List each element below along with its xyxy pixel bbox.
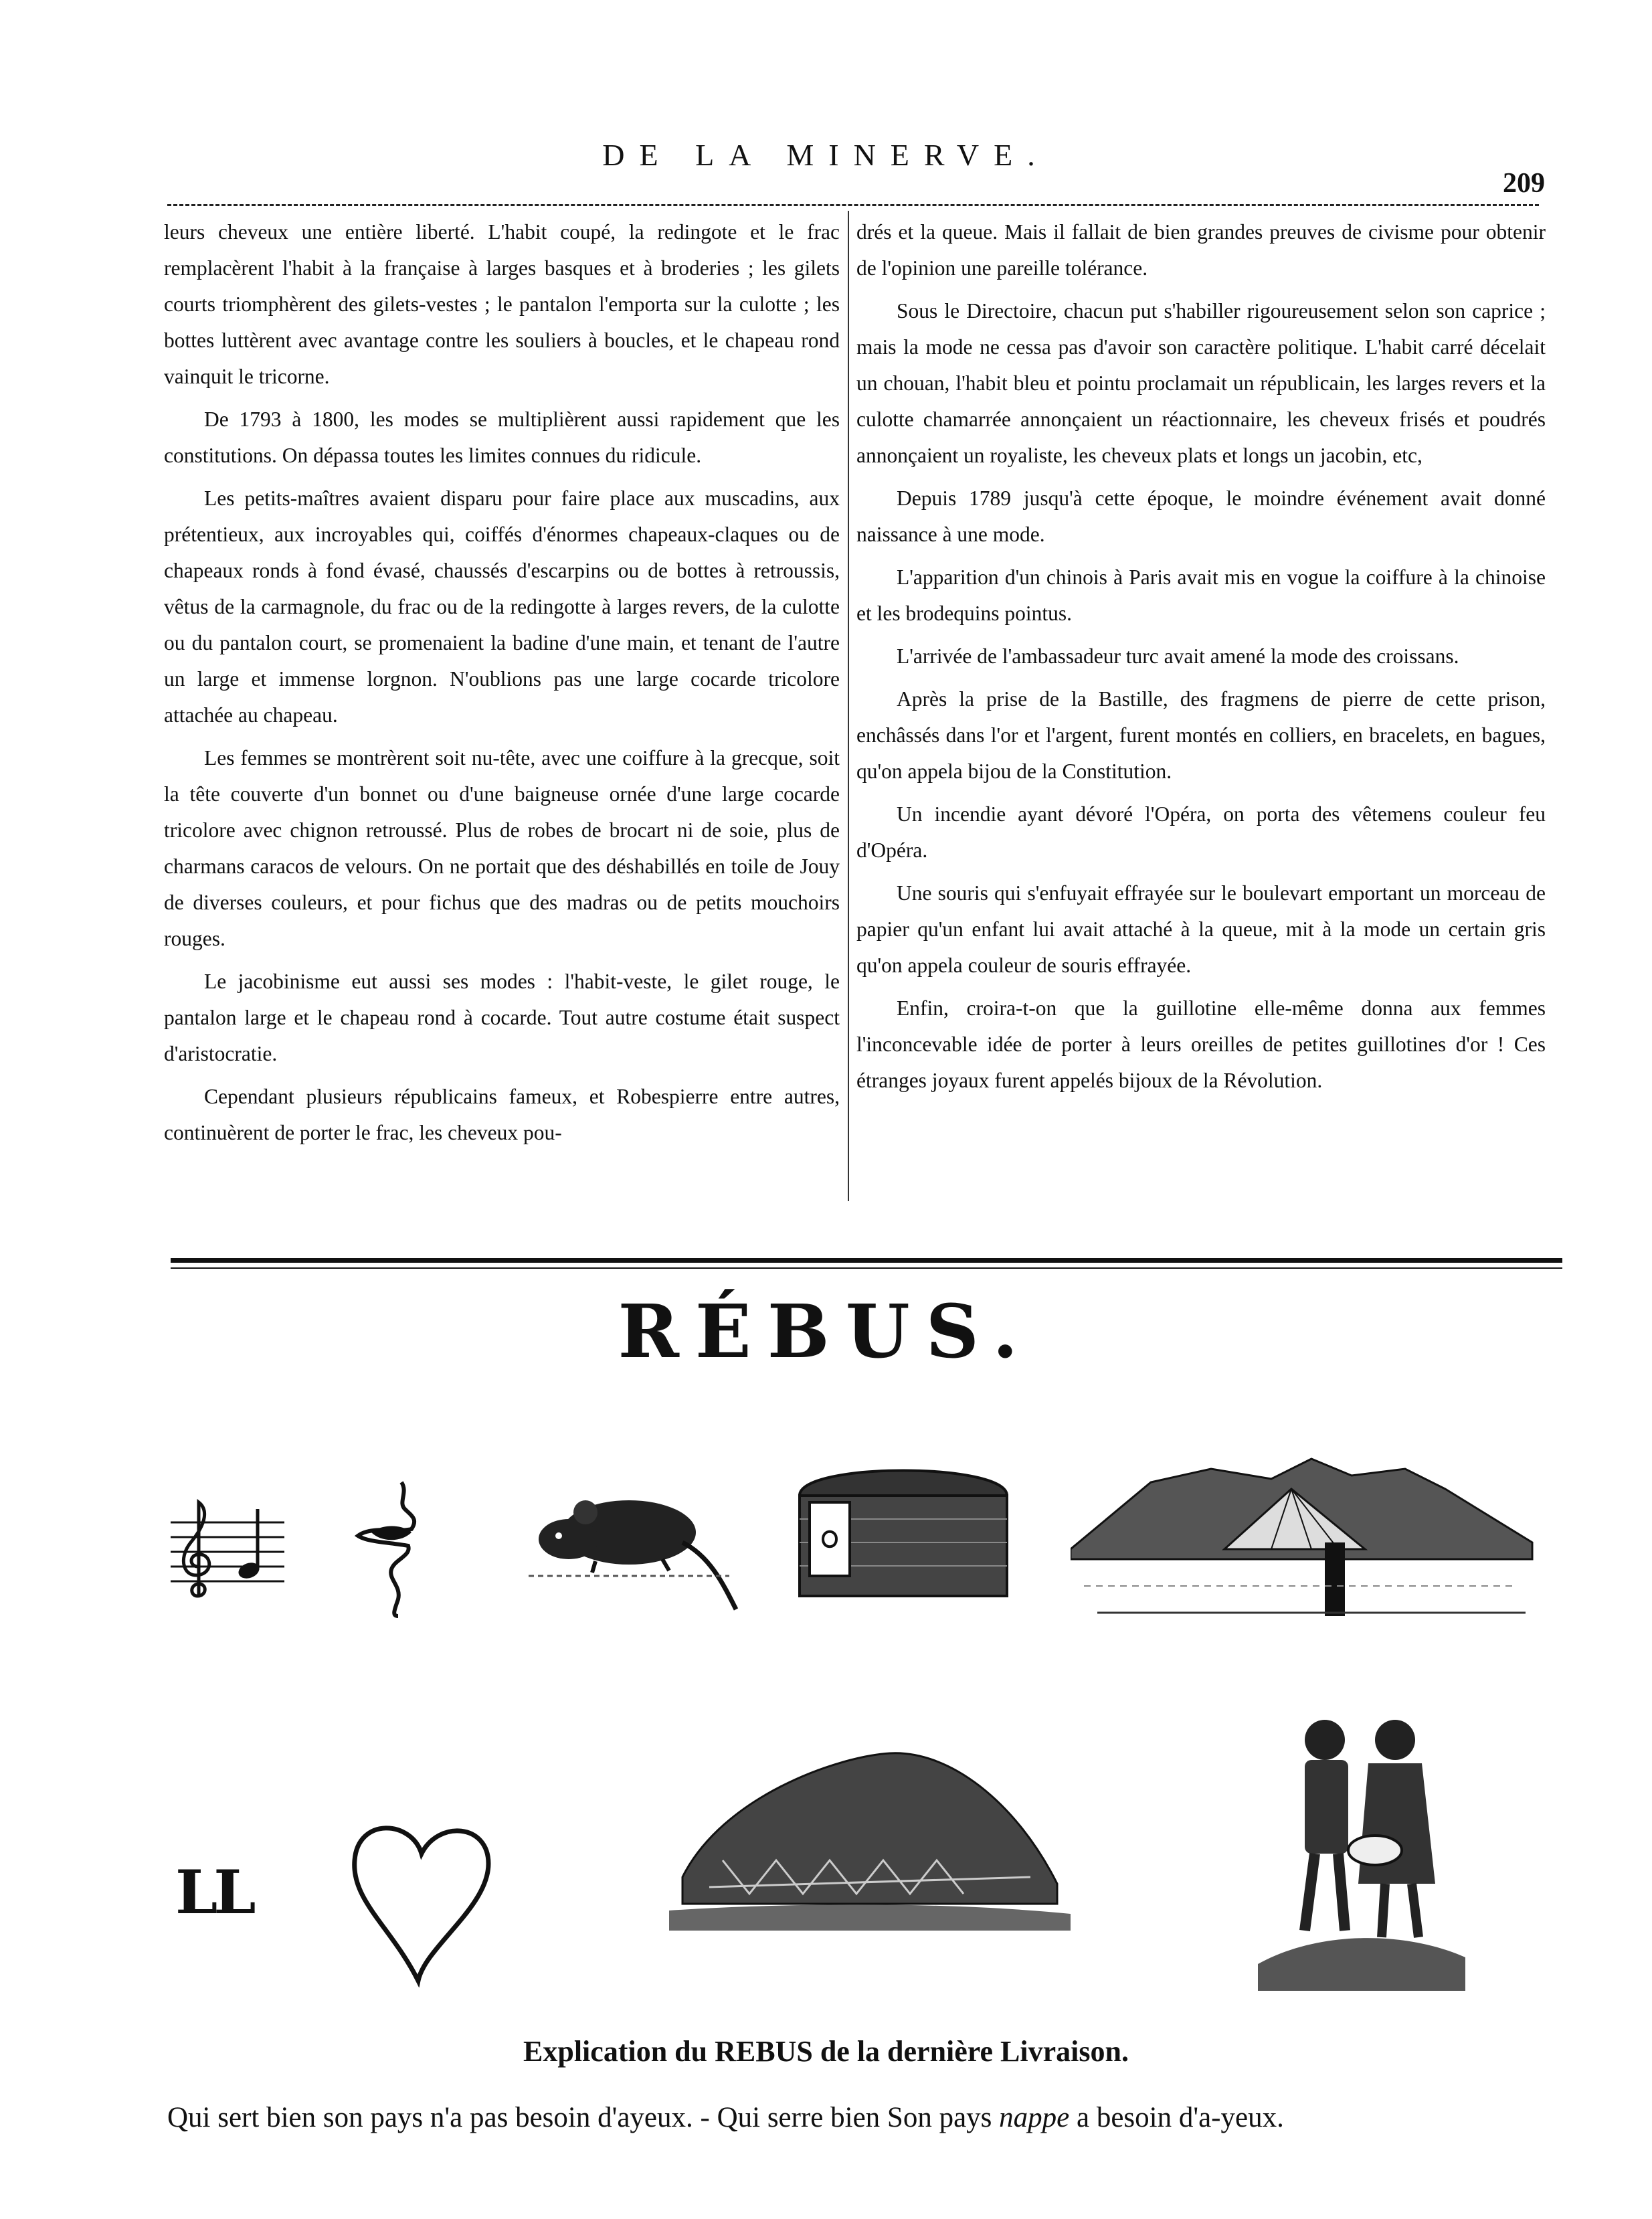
paragraph: leurs cheveux une entière liberté. L'habit coupé, la redingote et le frac remplacèrent l'habit à la française à larges basques et à broderies ; les gilets courts triomphèrent des gilets-vestes ; le pantalon l'emporta sur la culotte ; les bottes luttèrent avec avantage contre les souliers à boucles, et le chapeau rond vainquit le tricorne. bbox=[164, 220, 840, 388]
section-rule-thick bbox=[171, 1258, 1562, 1263]
paragraph: Un incendie ayant dévoré l'Opéra, on porta des vêtemens couleur feu d'Opéra. bbox=[856, 802, 1546, 862]
section-rule-thin bbox=[171, 1267, 1562, 1269]
paragraph: De 1793 à 1800, les modes se multiplièrent aussi rapidement que les constitutions. On dépassa toutes les limites connues du ridicule. bbox=[164, 408, 840, 467]
explanation-text-part2: a besoin d'a-yeux. bbox=[1069, 2102, 1284, 2133]
paragraph: Les femmes se montrèrent soit nu-tête, avec une coiffure à la grecque, soit la tête couverte d'un bonnet ou d'une baigneuse ornée d'une large cocarde tricolore avec chignon retroussé. Plus de robes de brocart ni de soie, plus de charmans caracos de velours. On ne portait que des déshabillés en toile de Jouy de diverses couleurs, et pour fichus que des madras ou de petits mouchoirs rouges. bbox=[164, 746, 840, 950]
explanation-title: Explication du REBUS de la dernière Livraison. bbox=[523, 2035, 1129, 2068]
paragraph: Sous le Directoire, chacun put s'habiller rigoureusement selon son caprice ; mais la mode ne cessa pas d'avoir son caractère politique. L'habit carré décelait un chouan, l'habit bleu et pointu proclamait un républicain, les larges revers et la culotte chamarrée annonçaient un réactionnaire, les cheveux frisés et poudrés annonçaient un royaliste, les cheveux plats et longs un jacobin, etc, bbox=[856, 299, 1546, 467]
paragraph: Après la prise de la Bastille, des fragmens de pierre de cette prison, enchâssés dans l'or et l'argent, furent montés en colliers, en bracelets, en bagues, qu'on appela bijou de la Constitution. bbox=[856, 687, 1546, 783]
camp-tents-image bbox=[1071, 1442, 1539, 1623]
header-divider bbox=[167, 204, 1539, 206]
paragraph: L'apparition d'un chinois à Paris avait mis en vogue la coiffure à la chinoise et les brodequins pointus. bbox=[856, 565, 1546, 625]
explanation-text-part1: Qui sert bien son pays n'a pas besoin d'ayeux. - Qui serre bien Son pays bbox=[167, 2102, 1000, 2133]
paragraph: Les petits-maîtres avaient disparu pour faire place aux muscadins, aux prétentieux, aux incroyables qui, coiffés d'énormes chapeaux-claques ou de chapeaux ronds à fond évasé, chaussés d'escarpins ou de bottes à retroussis, vêtus de la carmagnole, du frac ou de la redingotte à larges revers, de la culotte ou du pantalon court, se promenaient la badine d'une main, et tenant de l'autre un large et immense lorgnon. N'oublions pas une large cocarde tricolore attachée au chapeau. bbox=[164, 486, 840, 727]
left-column bbox=[164, 214, 840, 1205]
page-number: 209 bbox=[1503, 168, 1545, 199]
music-staff-image bbox=[171, 1496, 284, 1603]
rebus-title: RÉBUS. bbox=[618, 1288, 1034, 1374]
explanation-text-italic: nappe bbox=[999, 2102, 1070, 2133]
figures-image bbox=[1251, 1710, 1472, 1991]
header-title: DE LA MINERVE. bbox=[602, 138, 1050, 172]
hut-image bbox=[669, 1743, 1071, 1931]
paragraph: Le jacobinisme eut aussi ses modes : l'habit-veste, le gilet rouge, le pantalon large et le chapeau rond à cocarde. Tout autre costume était suspect d'aristocratie. bbox=[164, 970, 840, 1065]
paragraph: drés et la queue. Mais il fallait de bien grandes preuves de civisme pour obtenir de l'opinion une pareille tolérance. bbox=[856, 220, 1546, 280]
heart-image bbox=[345, 1813, 498, 1987]
paragraph: Cependant plusieurs républicains fameux, et Robespierre entre autres, continuèrent de porter le frac, les cheveux pou- bbox=[164, 1085, 840, 1144]
rebus-letters: LL bbox=[175, 1857, 252, 1928]
right-column bbox=[856, 214, 1546, 1205]
chest-image bbox=[786, 1455, 1020, 1606]
paragraph: Enfin, croira-t-on que la guillotine elle-même donna aux femmes l'inconcevable idée de porter à leurs oreilles de petites guillotines d'or ! Ces étranges joyaux furent appelés bijoux de la Révolution. bbox=[856, 996, 1546, 1092]
paragraph: Une souris qui s'enfuyait effrayée sur le boulevart emportant un morceau de papier qu'un enfant lui avait attaché à la queue, mit à la mode un certain gris qu'on appela couleur de souris effrayée. bbox=[856, 881, 1546, 977]
column-divider bbox=[848, 211, 849, 1201]
mouth-profile-image bbox=[345, 1479, 432, 1619]
paragraph: Depuis 1789 jusqu'à cette époque, le moindre événement avait donné naissance à une mode. bbox=[856, 486, 1546, 546]
rat-image bbox=[529, 1482, 749, 1616]
explanation-text bbox=[167, 2101, 1572, 2134]
paragraph: L'arrivée de l'ambassadeur turc avait amené la mode des croissans. bbox=[897, 644, 1459, 668]
